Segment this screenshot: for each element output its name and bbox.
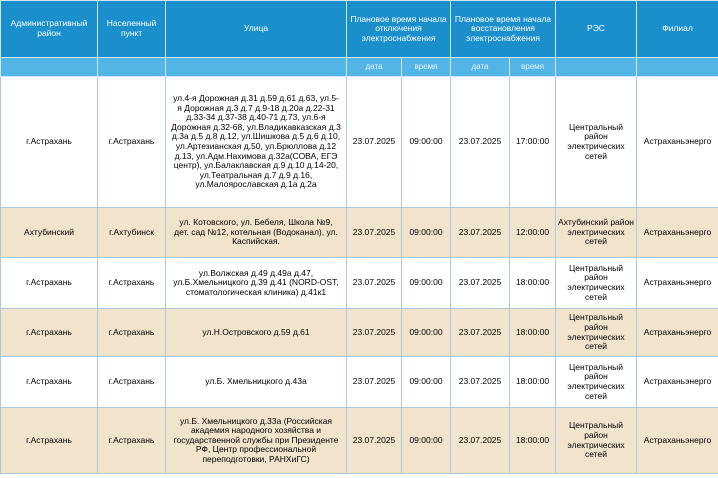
cell-on-time: 18:00:00 — [510, 309, 556, 357]
cell-branch: Астраханьэнерго — [637, 208, 718, 258]
cell-on-date: 23.07.2025 — [451, 208, 510, 258]
cell-on-date: 23.07.2025 — [451, 309, 510, 357]
subheader-on-time: время — [510, 58, 556, 77]
cell-locality: г.Астрахань — [98, 258, 166, 309]
cell-district: г.Астрахань — [1, 258, 98, 309]
header-locality: Населенный пункт — [98, 1, 166, 58]
header-res: РЭС — [556, 1, 637, 58]
subheader-off-time: время — [402, 58, 451, 77]
cell-res: Центральный район электрических сетей — [556, 258, 637, 309]
cell-branch: Астраханьэнерго — [637, 309, 718, 357]
cell-off-time: 09:00:00 — [402, 357, 451, 408]
subheader-blank — [98, 58, 166, 77]
cell-on-time: 18:00:00 — [510, 357, 556, 408]
cell-street: ул.Б. Хмельницкого д.43а — [166, 357, 347, 408]
cell-off-time: 09:00:00 — [402, 309, 451, 357]
subheader-on-date: дата — [451, 58, 510, 77]
cell-street: ул.Н.Островского д.59 д.61 — [166, 309, 347, 357]
cell-branch: Астраханьэнерго — [637, 77, 718, 208]
cell-off-date: 23.07.2025 — [347, 208, 402, 258]
cell-res: Центральный район электрических сетей — [556, 309, 637, 357]
header-street: Улица — [166, 1, 347, 58]
table-row — [1, 408, 718, 474]
cell-district: г.Астрахань — [1, 309, 98, 357]
table-row — [1, 309, 718, 357]
subheader-blank — [1, 58, 98, 77]
cell-branch: Астраханьэнерго — [637, 258, 718, 309]
cell-branch: Астраханьэнерго — [637, 357, 718, 408]
cell-on-date: 23.07.2025 — [451, 258, 510, 309]
cell-on-date: 23.07.2025 — [451, 357, 510, 408]
header-branch: Филиал — [637, 1, 718, 58]
cell-on-time: 18:00:00 — [510, 258, 556, 309]
cell-on-date: 23.07.2025 — [451, 77, 510, 208]
header-off-time: Плановое время начала отключения электроснабжения — [347, 1, 451, 58]
cell-res: Ахтубинский район электрических сетей — [556, 208, 637, 258]
cell-street: ул.Волжская д.49 д.49а д.47, ул.Б.Хмельницкого д.39 д.41 (NORD-OST, стоматологическая клиника) д.41к1 — [166, 258, 347, 309]
cell-street: ул.Б. Хмельницкого д.33а (Российская академия народного хозяйства и государственной службы при Президенте РФ, Центр профессиональной переподготовки, РАНХиГС) — [166, 408, 347, 474]
cell-off-time: 09:00:00 — [402, 208, 451, 258]
cell-off-time: 09:00:00 — [402, 258, 451, 309]
cell-locality: г.Астрахань — [98, 309, 166, 357]
subheader-blank — [166, 58, 347, 77]
cell-locality: г.Астрахань — [98, 77, 166, 208]
table-row — [1, 208, 718, 258]
subheader-off-date: дата — [347, 58, 402, 77]
cell-locality: г.Астрахань — [98, 408, 166, 474]
header-on-time: Плановое время начала восстановления электроснабжения — [451, 1, 556, 58]
header-district: Административный район — [1, 1, 98, 58]
cell-on-time: 12:00:00 — [510, 208, 556, 258]
cell-locality: г.Астрахань — [98, 357, 166, 408]
cell-on-date: 23.07.2025 — [451, 408, 510, 474]
cell-off-time: 09:00:00 — [402, 408, 451, 474]
cell-street: ул. Котовского, ул. Бебеля, Школа №9, дет. сад №12, котельная (Водоканал), ул. Каспийская. — [166, 208, 347, 258]
table-row — [1, 77, 718, 208]
cell-off-date: 23.07.2025 — [347, 77, 402, 208]
subheader-blank — [556, 58, 637, 77]
table-row — [1, 357, 718, 408]
cell-res: Центральный район электрических сетей — [556, 77, 637, 208]
cell-street: ул.4-я Дорожная д.31 д.59 д.61 д.63, ул.5-я Дорожная д.3 д.7 д.9-18 д.20а д.22-31 д.33-34 д.37-38 д.40-71 д.73, ул.6-я Дорожная д.32-68, ул.Владикавказская д.3 д.3а д.5 д.8 д.12, ул.Шишкова д.5 д.6 д.10, ул.Артезианская д.50, ул.Брюллова д.12 д.13, ул.Адм.Нахимова д.32а(СОВА, ЕГЭ центр), ул.Балаклавская д.9 д.10 д.14-20, ул.Театральная д.7 д.9 д.16, ул.Малоярославская д.1а д.2а — [166, 77, 347, 208]
cell-off-date: 23.07.2025 — [347, 408, 402, 474]
cell-off-date: 23.07.2025 — [347, 258, 402, 309]
cell-off-date: 23.07.2025 — [347, 357, 402, 408]
cell-res: Центральный район электрических сетей — [556, 357, 637, 408]
cell-district: Ахтубинский — [1, 208, 98, 258]
cell-district: г.Астрахань — [1, 357, 98, 408]
cell-district: г.Астрахань — [1, 77, 98, 208]
cell-branch: Астраханьэнерго — [637, 408, 718, 474]
cell-off-date: 23.07.2025 — [347, 309, 402, 357]
cell-on-time: 18:00:00 — [510, 408, 556, 474]
cell-off-time: 09:00:00 — [402, 77, 451, 208]
cell-district: г.Астрахань — [1, 408, 98, 474]
cell-locality: г.Ахтубинск — [98, 208, 166, 258]
table-row — [1, 258, 718, 309]
cell-res: Центральный район электрических сетей — [556, 408, 637, 474]
cell-on-time: 17:00:00 — [510, 77, 556, 208]
subheader-blank — [637, 58, 718, 77]
